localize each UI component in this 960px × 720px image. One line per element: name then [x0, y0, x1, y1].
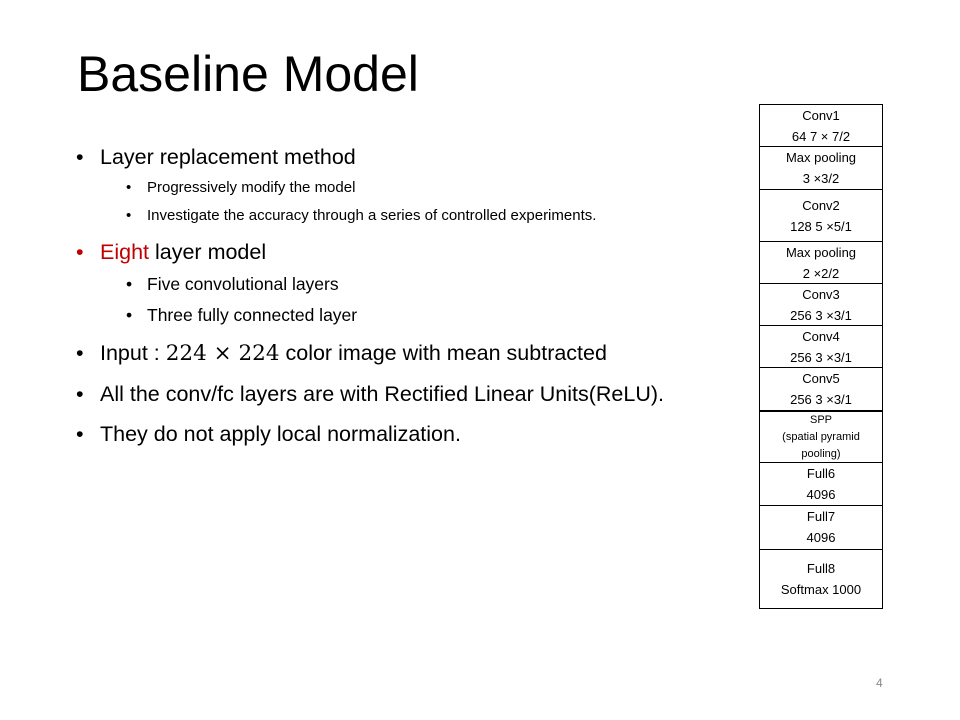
bullet-2: • Eight layer model: [76, 240, 267, 264]
layer-box-conv2: Conv2 128 5 ×5/1: [759, 189, 883, 242]
bullet-5: • They do not apply local normalization.: [76, 422, 461, 446]
bullet-3: • Input : 224 × 224 color image with mean subtracted: [76, 341, 607, 366]
bullet-3-prefix: Input :: [100, 341, 166, 365]
bullet-2-sub-2-text: Three fully connected layer: [147, 305, 358, 325]
layer-box-conv5: Conv5 256 3 ×3/1: [759, 367, 883, 411]
bullet-1: [76, 143, 756, 171]
layer-box-conv1: Conv1 64 7 × 7/2: [759, 104, 883, 147]
bullet-dot: •: [76, 145, 84, 169]
layer-box-maxpool2: Max pooling 2 ×2/2: [759, 241, 883, 284]
layer-box-full7: Full7 4096: [759, 505, 883, 550]
bullet-2-sub-1-text: Five convolutional layers: [147, 274, 339, 294]
bullet-3-math: 224 × 224: [165, 341, 280, 366]
slide-title: Baseline Model: [77, 46, 419, 102]
layer-box-full6: Full6 4096: [759, 462, 883, 506]
bullet-3-text: color image with mean subtracted: [279, 341, 607, 365]
layer-box-spp: SPP (spatial pyramid pooling): [759, 410, 883, 463]
bullet-4-text: All the conv/fc layers are with Rectified Linear Units(ReLU).: [100, 382, 664, 406]
bullet-2-sub-1: • Five convolutional layers: [126, 274, 339, 294]
bullet-1-sub-1: • Progressively modify the model: [126, 179, 356, 196]
bullet-1-sub-2: • Investigate the accuracy through a series of controlled experiments.: [126, 207, 597, 224]
bullet-2-text: layer model: [149, 240, 267, 264]
layer-box-full8: Full8 Softmax 1000: [759, 549, 883, 609]
bullet-2-sub-2: • Three fully connected layer: [126, 305, 358, 325]
bullet-list: [76, 143, 756, 448]
layer-box-conv3: Conv3 256 3 ×3/1: [759, 283, 883, 326]
bullet-2-red-text: Eight: [100, 240, 150, 264]
bullet-5-text: They do not apply local normalization.: [100, 422, 461, 446]
bullet-1-sub-2-text: Investigate the accuracy through a series of controlled experiments.: [147, 207, 597, 224]
page-number: 4: [876, 676, 883, 690]
layer-box-maxpool1: Max pooling 3 ×3/2: [759, 146, 883, 190]
bullet-1-text: Layer replacement method: [100, 145, 356, 169]
layer-box-conv4: Conv4 256 3 ×3/1: [759, 325, 883, 368]
bullet-4: • All the conv/fc layers are with Rectified Linear Units(ReLU).: [76, 382, 664, 406]
bullet-1-sub-1-text: Progressively modify the model: [147, 179, 356, 196]
